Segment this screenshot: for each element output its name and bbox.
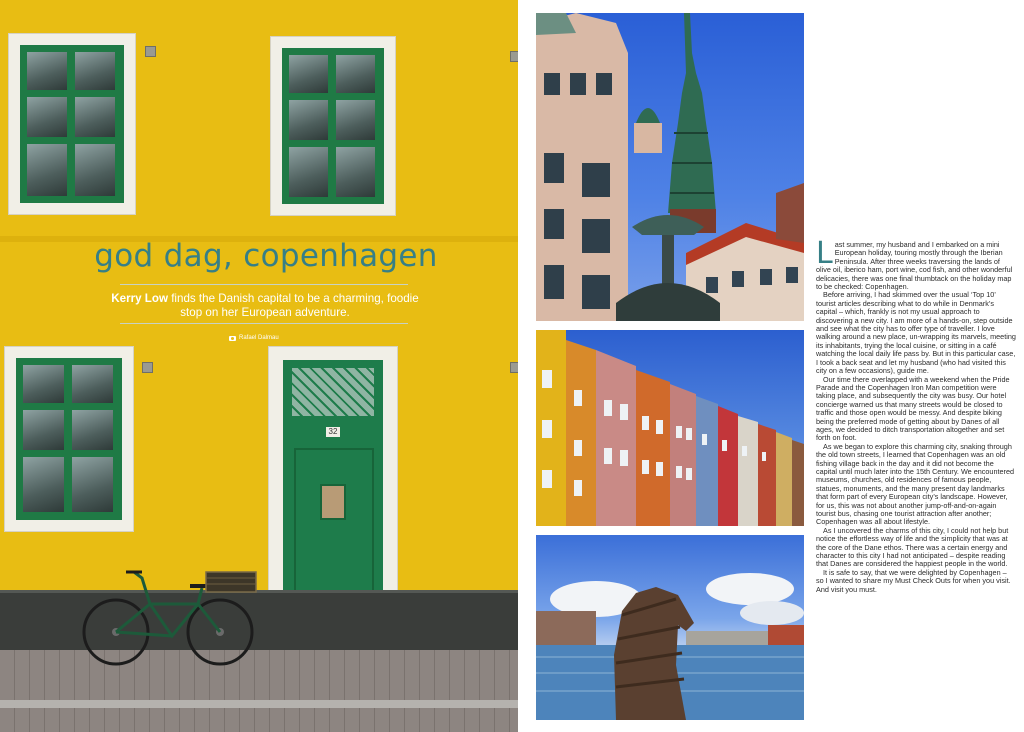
window-pane [336, 55, 375, 93]
photo-spire-illustration [536, 13, 804, 321]
wall-vent [145, 46, 156, 57]
bicycle [80, 564, 260, 668]
lower-left-window [4, 346, 134, 532]
window-pane [75, 97, 115, 137]
article-paragraph-4: As we began to explore this charming city, snaking through the old town streets, I learned that Copenhagen was an old fishing village back in the day and it did not become the capital until much later into the 15th Century. We encountered museums, churches, old residences of famous people, statues, monuments, and the many present day landmarks that form part of every European city’s landscape. However, for us, this was not about another jump-off-and-on-again tourist bus, chasing one tourist attraction after another; Copenhagen was all about lifestyle. [816, 441, 1015, 527]
article-paragraph-3: Our time there overlapped with a weekend when the Pride Parade and the Copenhagen Iron Man competition were taking place, and subsequently the city was busy. Our hotel concierge warned us that many streets would be closed to traffic and those open would be messy. And despite biking being the preferred mode of getting about by Danes of all ages, we decided to ditch transportation altogether and set forth on foot. [816, 374, 1010, 443]
window-pane [72, 410, 113, 450]
window-pane [23, 410, 64, 450]
photo-harbour-illustration [536, 535, 804, 720]
headline-rule-top [120, 284, 408, 285]
photo-credit-name: Rafael Dalmau [239, 335, 279, 341]
window-frame [20, 45, 124, 203]
photo-harbour-sculpture [536, 535, 804, 720]
window-pane [336, 147, 375, 197]
headline-rule-bottom [120, 323, 408, 324]
upper-right-window [270, 36, 396, 216]
window-pane [27, 52, 67, 90]
window-pane [336, 100, 375, 140]
door-number: 32 [326, 427, 340, 437]
window-pane [72, 365, 113, 403]
window-pane [72, 457, 113, 512]
curb [0, 700, 518, 708]
article-paragraph-5: As I uncovered the charms of this city, I could not help but notice the effortless way of life and the simplicity that was at the core of the Dane ethos. There was a certain energy and character to this city I had not anticipated – despite reading that Danes are considered the happiest people in the world. [816, 525, 1009, 569]
drop-cap: L [816, 236, 833, 271]
wall-vent [510, 362, 518, 373]
window-pane [289, 55, 328, 93]
window-pane [27, 97, 67, 137]
photo-nyhavn-facades [536, 330, 804, 526]
window-pane [289, 147, 328, 197]
article-paragraph-2: Before arriving, I had skimmed over the usual ‘Top 10’ tourist articles describing what to do while in Denmark’s capital – which, frankly is not my usual approach to discovering a new city. I am more of a hands-on, step outside and see what the city has to offer type of traveller. I love walking around a new place, un-wrapping its marvels, meeting its inhabitants, trying the local cuisine, or sitting in a café watching the local daily life pass by. But in this particular case, I took a back seat and let my husband (who had visited this city on a few occasions), guide me. [816, 290, 1016, 376]
window-pane [75, 144, 115, 196]
author-name: Kerry Low [111, 292, 168, 305]
article-paragraph-6: It is safe to say, that we were delighted by Copenhagen – so I wanted to share my Must Check Outs for when you visit. And visit you must. [816, 567, 1011, 594]
photo-credit [229, 335, 279, 341]
wall-vent [510, 51, 518, 62]
window-frame [282, 48, 384, 204]
intro-standfirst [110, 292, 420, 320]
headline: god dag, copenhagen [94, 238, 438, 274]
window-pane [27, 144, 67, 196]
window-pane [23, 365, 64, 403]
door-transom [292, 368, 374, 416]
door-window [320, 484, 346, 520]
window-pane [289, 100, 328, 140]
paragraph-text: ast summer, my husband and I embarked on a mini European holiday, touring mostly through the Iberian Peninsula. After three weeks traversing the lands of olive oil, iberico ham, port wine, cod fish, and other wonderful delicacies, there was one final thumbtack on the holiday map to be checked: Copenhagen. [816, 240, 1013, 292]
article-paragraph-1 [816, 236, 1016, 292]
upper-left-window [8, 33, 136, 215]
intro-text: finds the Danish capital to be a charming, foodie stop on her European adventure. [167, 292, 419, 319]
camera-icon [229, 336, 236, 341]
wall-vent [142, 362, 153, 373]
window-pane [23, 457, 64, 512]
window-frame [16, 358, 122, 520]
window-pane [75, 52, 115, 90]
photo-spire-and-fountain [536, 13, 804, 321]
photo-nyhavn-illustration [536, 330, 804, 526]
article-body [816, 236, 1016, 594]
